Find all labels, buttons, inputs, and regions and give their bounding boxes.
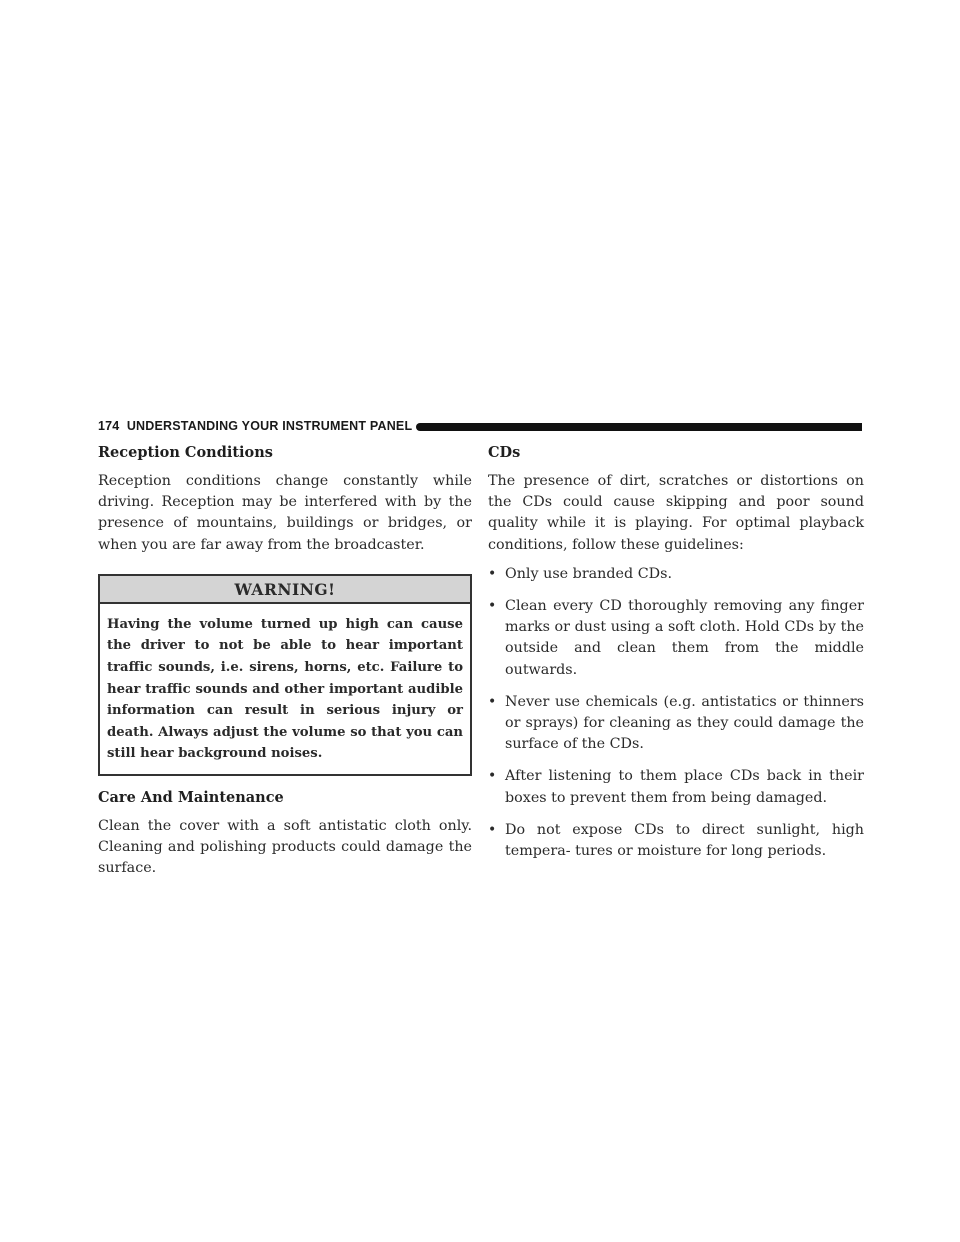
warning-box	[98, 574, 472, 776]
bullet-icon: •	[488, 821, 497, 838]
right-column	[488, 444, 864, 873]
list-item	[488, 820, 864, 862]
list-item-text: Clean every CD thoroughly removing any finger marks or dust using a soft cloth. Hold CDs by the outside and clean them from the middle outwards.	[505, 598, 864, 678]
bullet-icon: •	[488, 565, 497, 582]
care-body: Clean the cover with a soft antistatic cloth only. Cleaning and polishing products could damage the surface.	[98, 817, 472, 877]
cds-guidelines-list	[488, 564, 864, 862]
cds-heading: CDs	[488, 444, 521, 461]
list-item	[488, 766, 864, 808]
cds-intro: The presence of dirt, scratches or distortions on the CDs could cause skipping and poor sound quality while it is playing. For optimal playback conditions, follow these guidelines:	[488, 473, 864, 553]
page-number: 174	[98, 419, 120, 433]
left-column	[98, 444, 472, 880]
warning-title: WARNING!	[100, 576, 470, 604]
section-title: UNDERSTANDING YOUR INSTRUMENT PANEL	[126, 419, 413, 433]
reception-body: Reception conditions change constantly while driving. Reception may be interfered with by the presence of mountains, buildings or bridges, or when you are far away from the broadcaster.	[98, 473, 472, 553]
list-item	[488, 596, 864, 681]
bullet-icon: •	[488, 598, 497, 615]
warning-body: Having the volume turned up high can cause the driver to not be able to hear important traffic sounds, i.e. sirens, horns, etc. Failure to hear traffic sounds and other important audible information can result in serious injury or death. Always adjust the volume so that you can still hear background noises.	[107, 616, 463, 762]
list-item	[488, 564, 864, 585]
list-item-text: After listening to them place CDs back in their boxes to prevent them from being damaged.	[505, 768, 864, 806]
reception-heading: Reception Conditions	[98, 444, 273, 461]
bullet-icon: •	[488, 693, 497, 710]
list-item-text: Never use chemicals (e.g. antistatics or thinners or sprays) for cleaning as they could damage the surface of the CDs.	[505, 693, 864, 753]
list-item-text: Only use branded CDs.	[505, 565, 672, 582]
page-header-text	[98, 419, 412, 433]
bullet-icon: •	[488, 768, 497, 785]
header-rule-bar	[416, 423, 862, 431]
page-header	[98, 420, 862, 434]
list-item	[488, 692, 864, 756]
care-heading: Care And Maintenance	[98, 788, 284, 806]
list-item-text: Do not expose CDs to direct sunlight, high tempera- tures or moisture for long periods.	[505, 821, 864, 860]
